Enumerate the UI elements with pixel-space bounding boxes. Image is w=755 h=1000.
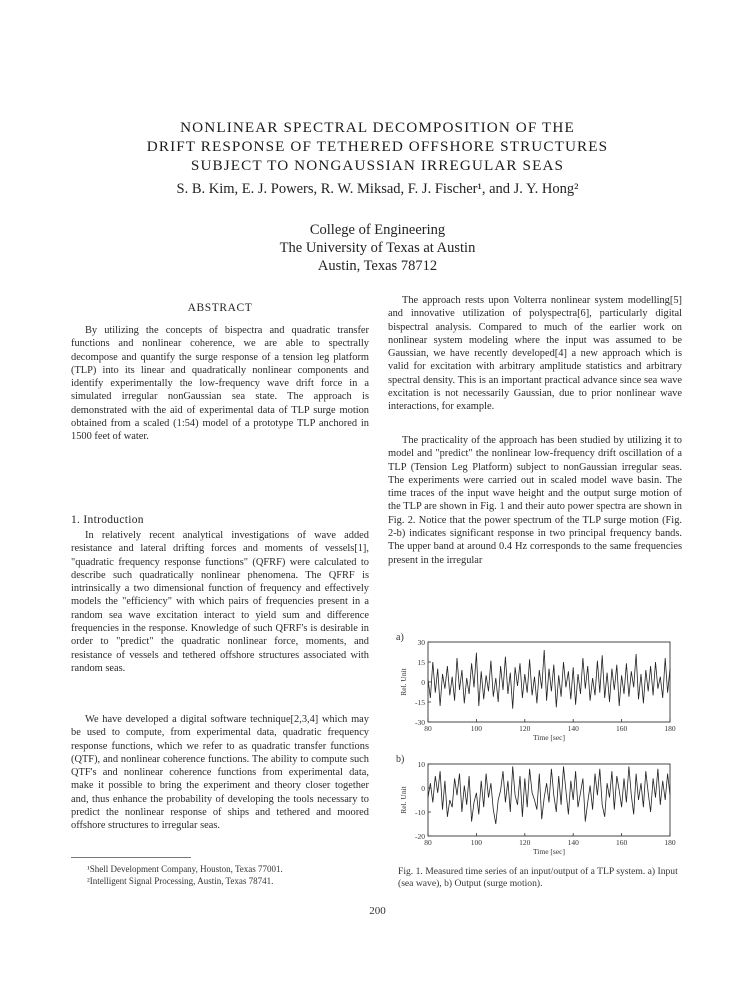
x-tick-label: 120 <box>519 838 531 847</box>
x-tick-label: 100 <box>470 724 483 733</box>
y-tick-label: 0 <box>421 678 425 687</box>
right-paragraph-1: The approach rests upon Volterra nonlinear system modelling[5] and innovative utilization of polyspectra[6], particularly digital bispectral analysis. Compared to much of the earlier work on nonlinear system modeling where the input was assumed to be Gaussian, we have recently developed[4] a new approach which is valid for excitation with arbitrary amplitude statistics and arbitrary spectral density. This is an important practical advance since sea wave excitation is not necessarily Gaussian, due to prior nonlinear wave interactions, for example. <box>388 295 682 413</box>
panel-b-surge-motion <box>396 754 676 856</box>
affiliation-college: College of Engineering <box>309 222 446 238</box>
y-tick-label: -30 <box>415 718 425 727</box>
author-list: S. B. Kim, E. J. Powers, R. W. Miksad, F. J. Fischer¹, and J. Y. Hong² <box>176 181 579 197</box>
affiliation-university: The University of Texas at Austin <box>279 240 476 256</box>
title-line-1: NONLINEAR SPECTRAL DECOMPOSITION OF THE <box>180 119 575 136</box>
x-axis-label: Time [sec] <box>532 733 566 742</box>
introduction-heading: 1. Introduction <box>71 514 144 526</box>
y-tick-label: 0 <box>421 784 425 793</box>
introduction-paragraph-1: In relatively recent analytical investigations of wave added resistance and lateral drifting forces and moments of vessels[1], "quadratic frequency response functions" (QFRF) were calculated to describe such quadratically nonlinear phenomena. The QFRF is intrinsically a two dimensional function of frequency and effectively models the "efficiency" with which pairs of frequencies present in a random sea wave excitation interact to yield sum and difference frequencies in the response. Knowledge of such QFRF's is desirable in order to "predict" the quadratic nonlinear force, moments, and resistance of vessels and tethered offshore structures associated with random seas. <box>71 530 369 674</box>
footnote-2: ²Intelligent Signal Processing, Austin, Texas 78741. <box>87 876 274 886</box>
series-line <box>428 766 670 824</box>
x-tick-label: 180 <box>664 838 676 847</box>
x-tick-label: 120 <box>519 724 531 733</box>
right-paragraph-2: The practicality of the approach has been studied by utilizing it to model and "predict" the nonlinear low-frequency drift oscillation of a TLP (Tension Leg Platform) subject to nonGaussian irregular seas. The experiments were carried out in scaled model wave basin. The time traces of the input wave height and the output surge motion of the TLP are shown in Fig. 1 and their auto power spectra are shown in Fig. 2. Notice that the power spectrum of the TLP surge motion (Fig. 2-b) indicates significant response in two principal frequency bands. The upper band at around 0.4 Hz corresponds to the same frequencies present in the irregular <box>388 435 682 566</box>
x-tick-label: 180 <box>664 724 676 733</box>
x-tick-label: 160 <box>615 838 628 847</box>
x-tick-label: 100 <box>470 838 483 847</box>
x-axis-label: Time [sec] <box>532 847 566 856</box>
y-tick-label: -10 <box>415 808 425 817</box>
figure-1-time-series <box>388 630 688 860</box>
title-line-3: SUBJECT TO NONGAUSSIAN IRREGULAR SEAS <box>190 157 565 174</box>
abstract-heading: ABSTRACT <box>187 302 253 314</box>
affiliation-address: Austin, Texas 78712 <box>317 258 438 274</box>
introduction-paragraph-2: We have developed a digital software technique[2,3,4] which may be used to compute, from experimental data, quadratic frequency response functions, which we refer to as quadratic transfer functions (QTF), and nonlinear coherence functions. The ability to compute such QTF's and nonlinear coherence functions from experimental data, make it possible to bring the experiment and theory closer together and, thus enhance the probability of developing the tools necessary to predict the nonlinear response of ships and tethered and moored offshore structures to irregular seas. <box>71 714 369 832</box>
panel-label: b) <box>396 754 405 765</box>
y-axis-label: Rel. Unit <box>399 786 408 814</box>
page-number: 200 <box>369 905 386 917</box>
abstract-text: By utilizing the concepts of bispectra and quadratic transfer functions and nonlinear coherence, we are able to spectrally decompose and quantify the surge response of a tension leg platform (TLP) into its linear and quadratically nonlinear components and identify experimentally the low-frequency wave drift force in a simulated irregular nonGaussian sea state. The approach is demonstrated with the aid of experimental data of TLP surge motion obtained from a scaled (1:54) model of a prototype TLP anchored in 1500 feet of water. <box>71 325 369 443</box>
x-tick-label: 80 <box>424 838 432 847</box>
title-line-2: DRIFT RESPONSE OF TETHERED OFFSHORE STRUCTURES <box>146 138 609 155</box>
footnote-rule <box>71 857 191 858</box>
y-tick-label: -15 <box>415 698 425 707</box>
paper-title <box>80 118 675 175</box>
y-tick-label: 15 <box>417 658 425 667</box>
panel-label: a) <box>396 632 404 643</box>
y-tick-label: -20 <box>415 832 425 841</box>
footnote-1: ¹Shell Development Company, Houston, Texas 77001. <box>87 864 283 874</box>
x-tick-label: 140 <box>567 724 579 733</box>
series-line <box>428 650 670 709</box>
x-tick-label: 140 <box>567 838 579 847</box>
y-tick-label: 10 <box>417 760 425 769</box>
x-tick-label: 160 <box>615 724 628 733</box>
figure-1-caption: Fig. 1. Measured time series of an input/output of a TLP system. a) Input (sea wave), b) Output (surge motion). <box>398 866 678 889</box>
panel-a-input-wave <box>396 632 676 742</box>
y-tick-label: 30 <box>417 638 425 647</box>
y-axis-label: Rel. Unit <box>399 668 408 696</box>
x-tick-label: 80 <box>424 724 432 733</box>
